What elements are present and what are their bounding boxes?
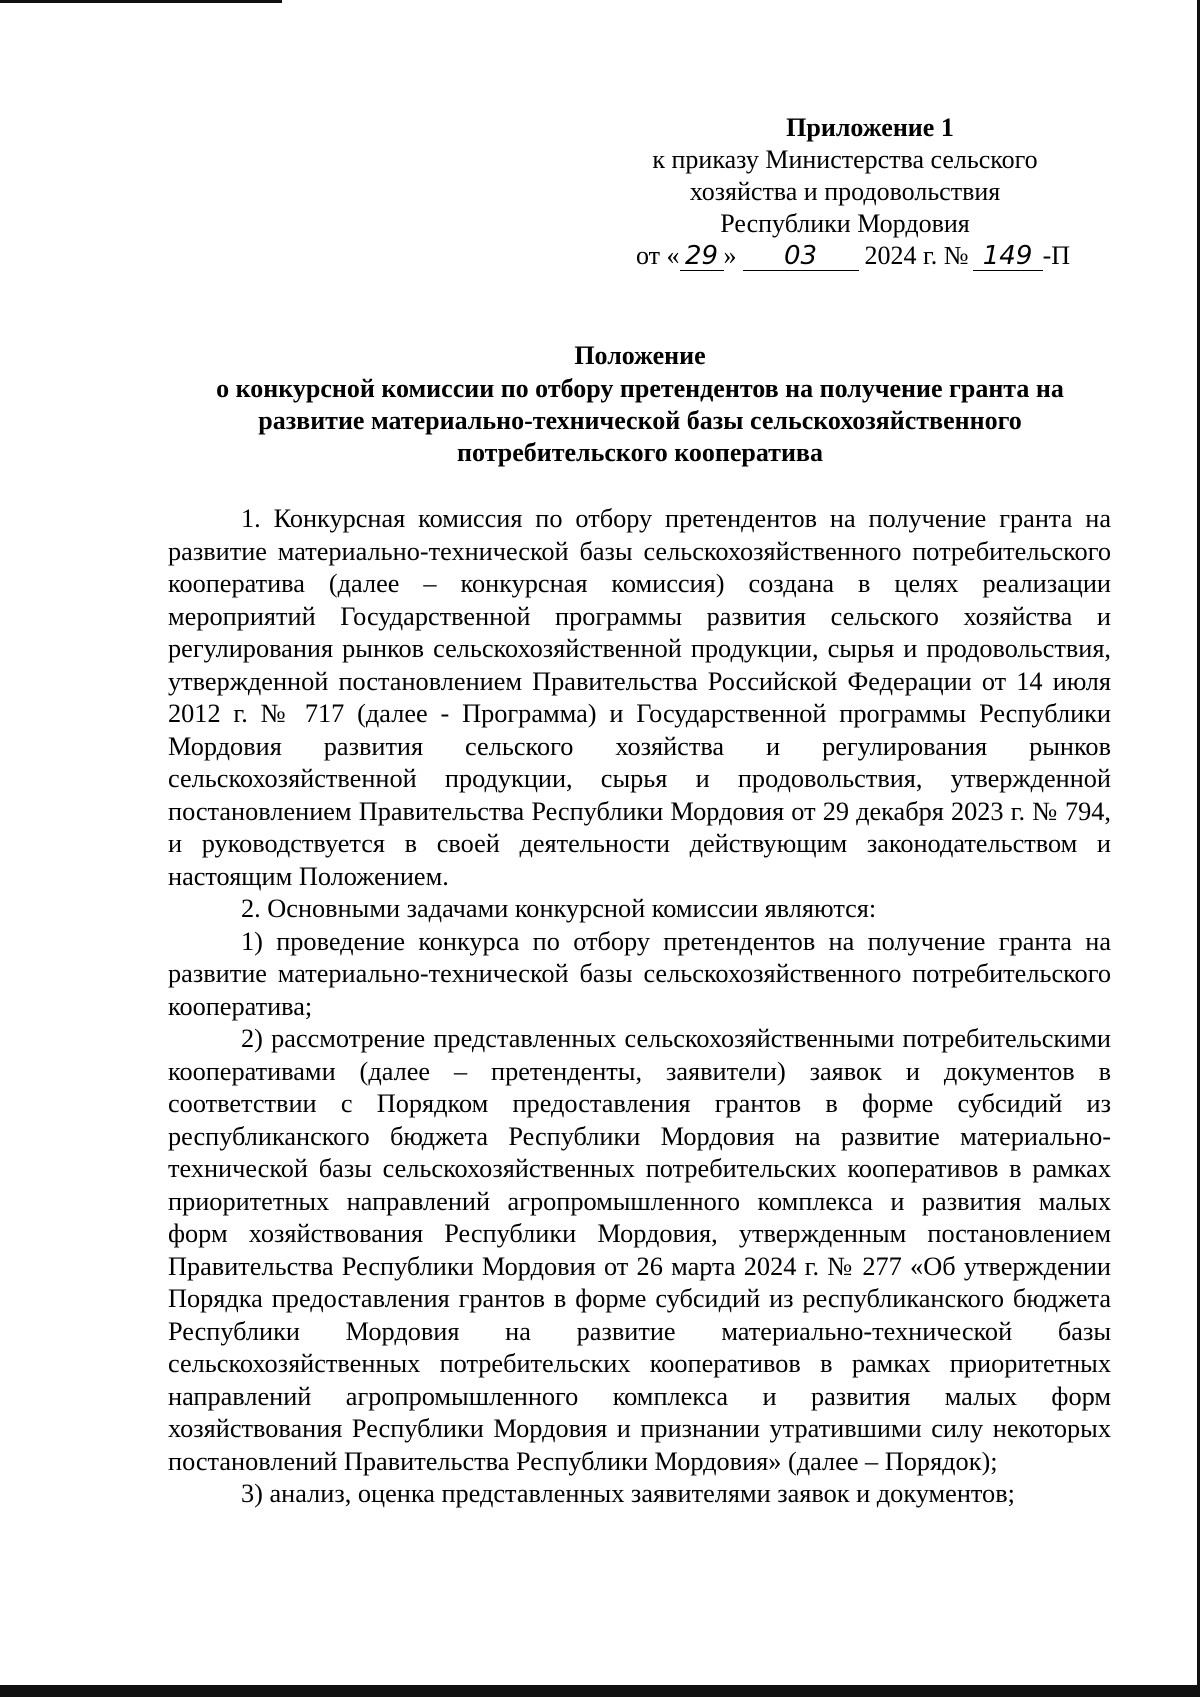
order-date-line: [636, 240, 1070, 272]
appendix-line-1: к приказу Министерства сельского: [652, 145, 1038, 174]
document-subtitle-line-3: потребительского кооператива: [457, 438, 823, 467]
handwritten-day: 29: [680, 242, 724, 271]
year-text: 2024 г. №: [864, 241, 969, 270]
paragraph-2: 2. Основными задачами конкурсной комиссии являются:: [241, 894, 877, 923]
date-prefix: от «: [636, 241, 680, 270]
document-body: [168, 503, 1111, 1511]
scan-edge-bottom: [0, 1685, 1200, 1697]
handwritten-order-number: 149: [973, 242, 1043, 271]
scan-edge-top: [0, 0, 282, 3]
paragraph-1: 1. Конкурсная комиссия по отбору претендентов на получение гранта на развитие материально-технической базы сельскохозяйственного потребительского кооператива (далее – конкурсная комиссия) создана в целях реализации мероприятий Государственной программы развития сельского хозяйства и регулирования рынков сельскохозяйственной продукции, сырья и продовольствия, утвержденной постановлением Правительства Российской Федерации от 14 июля 2012 г. № 717 (далее - Программа) и Государственной программы Республики Мордовия развития сельского хозяйства и регулирования рынков сельскохозяйственной продукции, сырья и продовольствия, утвержденной постановлением Правительства Республики Мордовия от 29 декабря 2023 г. № 794, и руководствуется в своей деятельности действующим законодательством и настоящим Положением.: [168, 504, 1111, 891]
appendix-block: [620, 112, 1070, 272]
appendix-line-2: хозяйства и продовольствия: [689, 177, 1001, 206]
appendix-line-3: Республики Мордовия: [720, 209, 970, 238]
document-title-block: [160, 340, 1120, 469]
paragraph-5: 3) анализ, оценка представленных заявителями заявок и документов;: [241, 1479, 1015, 1508]
number-suffix: -П: [1042, 241, 1071, 270]
paragraph-3: 1) проведение конкурса по отбору претендентов на получение гранта на развитие материально-технической базы сельскохозяйственного потребительского кооператива;: [168, 926, 1111, 1021]
handwritten-month: 03: [743, 242, 859, 271]
paragraph-4: 2) рассмотрение представленных сельскохозяйственными потребительскими кооперативами (далее – претенденты, заявители) заявок и документов в соответствии с Порядком предоставления грантов в форме субсидий из республиканского бюджета Республики Мордовия на развитие материально-технической базы сельскохозяйственных потребительских кооперативов в рамках приоритетных направлений агропромышленного комплекса и развития малых форм хозяйствования Республики Мордовия, утвержденным постановлением Правительства Республики Мордовия от 26 марта 2024 г. № 277 «Об утверждении Порядка предоставления грантов в форме субсидий из республиканского бюджета Республики Мордовия на развитие материально-технической базы сельскохозяйственных потребительских кооперативов в рамках приоритетных направлений агропромышленного комплекса и развития малых форм хозяйствования Республики Мордовия и признании утратившими силу некоторых постановлений Правительства Республики Мордовия» (далее – Порядок);: [168, 1024, 1111, 1476]
document-title: Положение: [574, 341, 706, 370]
document-subtitle-line-1: о конкурсной комиссии по отбору претендентов на получение гранта на: [216, 374, 1064, 403]
date-mid: »: [723, 241, 737, 270]
appendix-title: Приложение 1: [786, 113, 954, 142]
document-subtitle-line-2: развитие материально-технической базы сельскохозяйственного: [258, 406, 1022, 435]
